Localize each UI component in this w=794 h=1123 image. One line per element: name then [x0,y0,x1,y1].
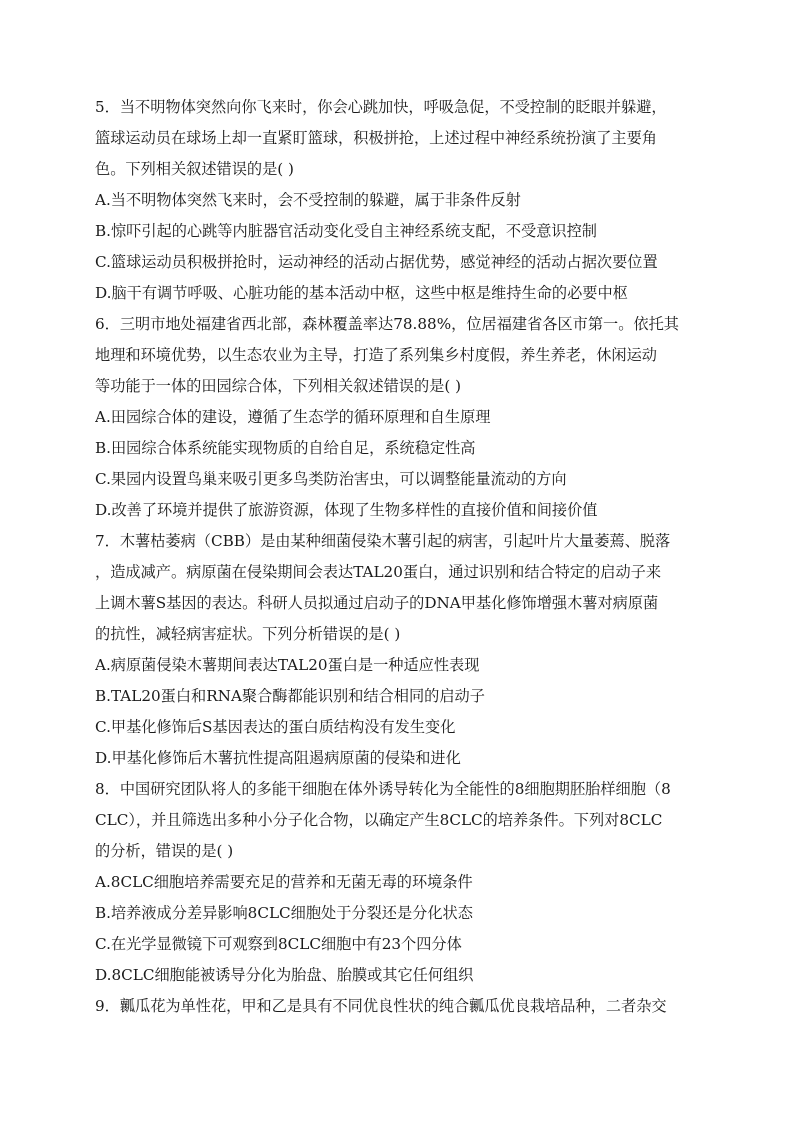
option-d: D.8CLC细胞能被诱导分化为胎盘、胎膜或其它任何组织 [95,966,474,984]
option-c: C.果园内设置鸟巢来吸引更多鸟类防治害虫，可以调整能量流动的方向 [95,470,567,488]
question-7 [95,526,697,774]
option-a: A.当不明物体突然飞来时，会不受控制的躲避，属于非条件反射 [95,191,521,209]
option-d: D.甲基化修饰后木薯抗性提高阻遏病原菌的侵染和进化 [95,749,461,767]
question-stem-line: 6．三明市地处福建省西北部，森林覆盖率达78.88%，位居福建省各区市第一。依托其 [95,315,679,333]
option-a: A.田园综合体的建设，遵循了生态学的循环原理和自生原理 [95,408,491,426]
question-9 [95,991,697,1022]
question-stem-line: CLC），并且筛选出多种小分子化合物，以确定产生8CLC的培养条件。下列对8CLC [95,811,663,829]
option-a: A.病原菌侵染木薯期间表达TAL20蛋白是一种适应性表现 [95,656,480,674]
question-stem-line: 8．中国研究团队将人的多能干细胞在体外诱导转化为全能性的8细胞期胚胎样细胞（8 [95,780,671,798]
question-stem-line: 的分析，错误的是( ) [95,842,234,860]
question-stem-line: 篮球运动员在球场上却一直紧盯篮球，积极拼抢，上述过程中神经系统扮演了主要角 [95,129,657,147]
option-b: B.惊吓引起的心跳等内脏器官活动变化受自主神经系统支配，不受意识控制 [95,222,597,240]
question-stem-line: 色。下列相关叙述错误的是( ) [95,160,294,178]
question-stem-line: 上调木薯S基因的表达。科研人员拟通过启动子的DNA甲基化修饰增强木薯对病原菌 [95,594,659,612]
option-b: B.培养液成分差异影响8CLC细胞处于分裂还是分化状态 [95,904,473,922]
option-b: B.田园综合体系统能实现物质的自给自足，系统稳定性高 [95,439,476,457]
question-stem-line: ，造成减产。病原菌在侵染期间会表达TAL20蛋白，通过识别和结合特定的启动子来 [95,563,662,581]
question-6 [95,309,697,526]
question-stem-line: 7．木薯枯萎病（CBB）是由某种细菌侵染木薯引起的病害，引起叶片大量萎蔫、脱落 [95,532,671,550]
option-c: C.甲基化修饰后S基因表达的蛋白质结构没有发生变化 [95,718,456,736]
option-c: C.篮球运动员积极拼抢时，运动神经的活动占据优势，感觉神经的活动占据次要位置 [95,253,658,271]
document-page [95,92,697,1022]
question-8 [95,774,697,991]
question-stem-line: 地理和环境优势，以生态农业为主导，打造了系列集乡村度假，养生养老，休闲运动 [95,346,657,364]
option-a: A.8CLC细胞培养需要充足的营养和无菌无毒的环境条件 [95,873,473,891]
option-d: D.改善了环境并提供了旅游资源，体现了生物多样性的直接价值和间接价值 [95,501,598,519]
option-b: B.TAL20蛋白和RNA聚合酶都能识别和结合相同的启动子 [95,687,485,705]
question-stem-line: 9．瓤瓜花为单性花，甲和乙是具有不同优良性状的纯合瓤瓜优良栽培品种，二者杂交 [95,997,667,1015]
question-stem-line: 5．当不明物体突然向你飞来时，你会心跳加快，呼吸急促，不受控制的眨眼并躲避， [95,98,667,116]
question-5 [95,92,697,309]
option-d: D.脑干有调节呼吸、心脏功能的基本活动中枢，这些中枢是维持生命的必要中枢 [95,284,628,302]
option-c: C.在光学显微镜下可观察到8CLC细胞中有23个四分体 [95,935,462,953]
question-stem-line: 的抗性，减轻病害症状。下列分析错误的是( ) [95,625,401,643]
question-stem-line: 等功能于一体的田园综合体，下列相关叙述错误的是( ) [95,377,461,395]
